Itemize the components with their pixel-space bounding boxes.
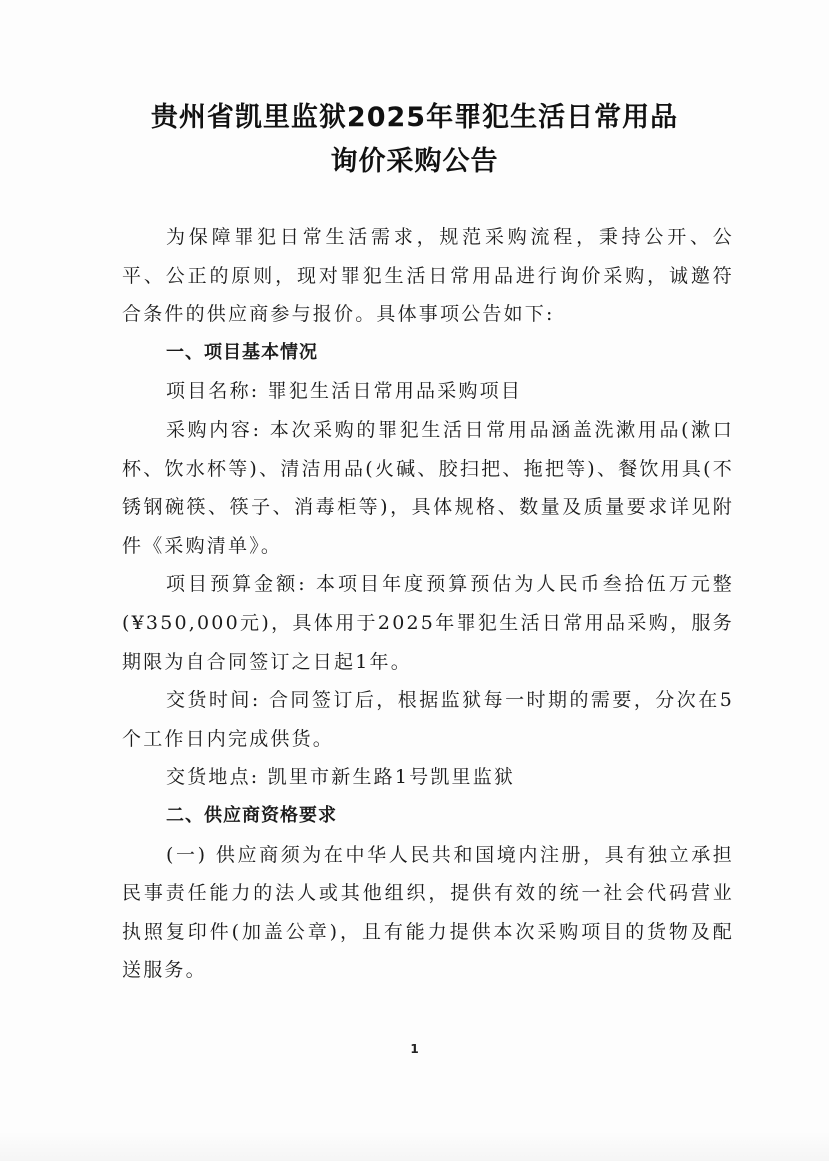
budget-paragraph: 项目预算金额: 本项目年度预算预估为人民币叁拾伍万元整(¥350,000元)，具体用于2025年罪犯生活日常用品采购，服务期限为自合同签订之日起1年。 (122, 573, 734, 673)
document-title (0, 96, 829, 184)
section-1-heading: 一、项目基本情况 (166, 341, 318, 363)
document-body (122, 218, 734, 990)
qualification-1-paragraph: (一) 供应商须为在中华人民共和国境内注册，具有独立承担民事责任能力的法人或其他组织，提供有效的统一社会代码营业执照复印件(加盖公章)，且有能力提供本次采购项目的货物及配送服务。 (122, 843, 734, 982)
page-number: 1 (410, 1042, 419, 1056)
delivery-place-paragraph: 交货地点: 凯里市新生路1号凯里监狱 (166, 766, 516, 789)
intro-paragraph: 为保障罪犯日常生活需求，规范采购流程，秉持公开、公平、公正的原则，现对罪犯生活日常用品进行询价采购，诚邀符合条件的供应商参与报价。具体事项公告如下: (122, 226, 734, 326)
procurement-content-paragraph: 采购内容: 本次采购的罪犯生活日常用品涵盖洗漱用品(漱口杯、饮水杯等)、清洁用品(火碱、胶扫把、拖把等)、餐饮用具(不锈钢碗筷、筷子、消毒柜等)，具体规格、数量及质量要求详见附件《采购清单》。 (122, 418, 734, 557)
delivery-time-paragraph: 交货时间: 合同签订后，根据监狱每一时期的需要，分次在5个工作日内完成供货。 (122, 689, 734, 750)
title-line-1: 贵州省凯里监狱2025年罪犯生活日常用品 (150, 102, 679, 133)
section-2-heading: 二、供应商资格要求 (166, 804, 337, 826)
project-name-paragraph: 项目名称: 罪犯生活日常用品采购项目 (166, 380, 523, 403)
title-line-2: 询价采购公告 (330, 146, 499, 177)
scan-edge-shadow (0, 1131, 829, 1161)
